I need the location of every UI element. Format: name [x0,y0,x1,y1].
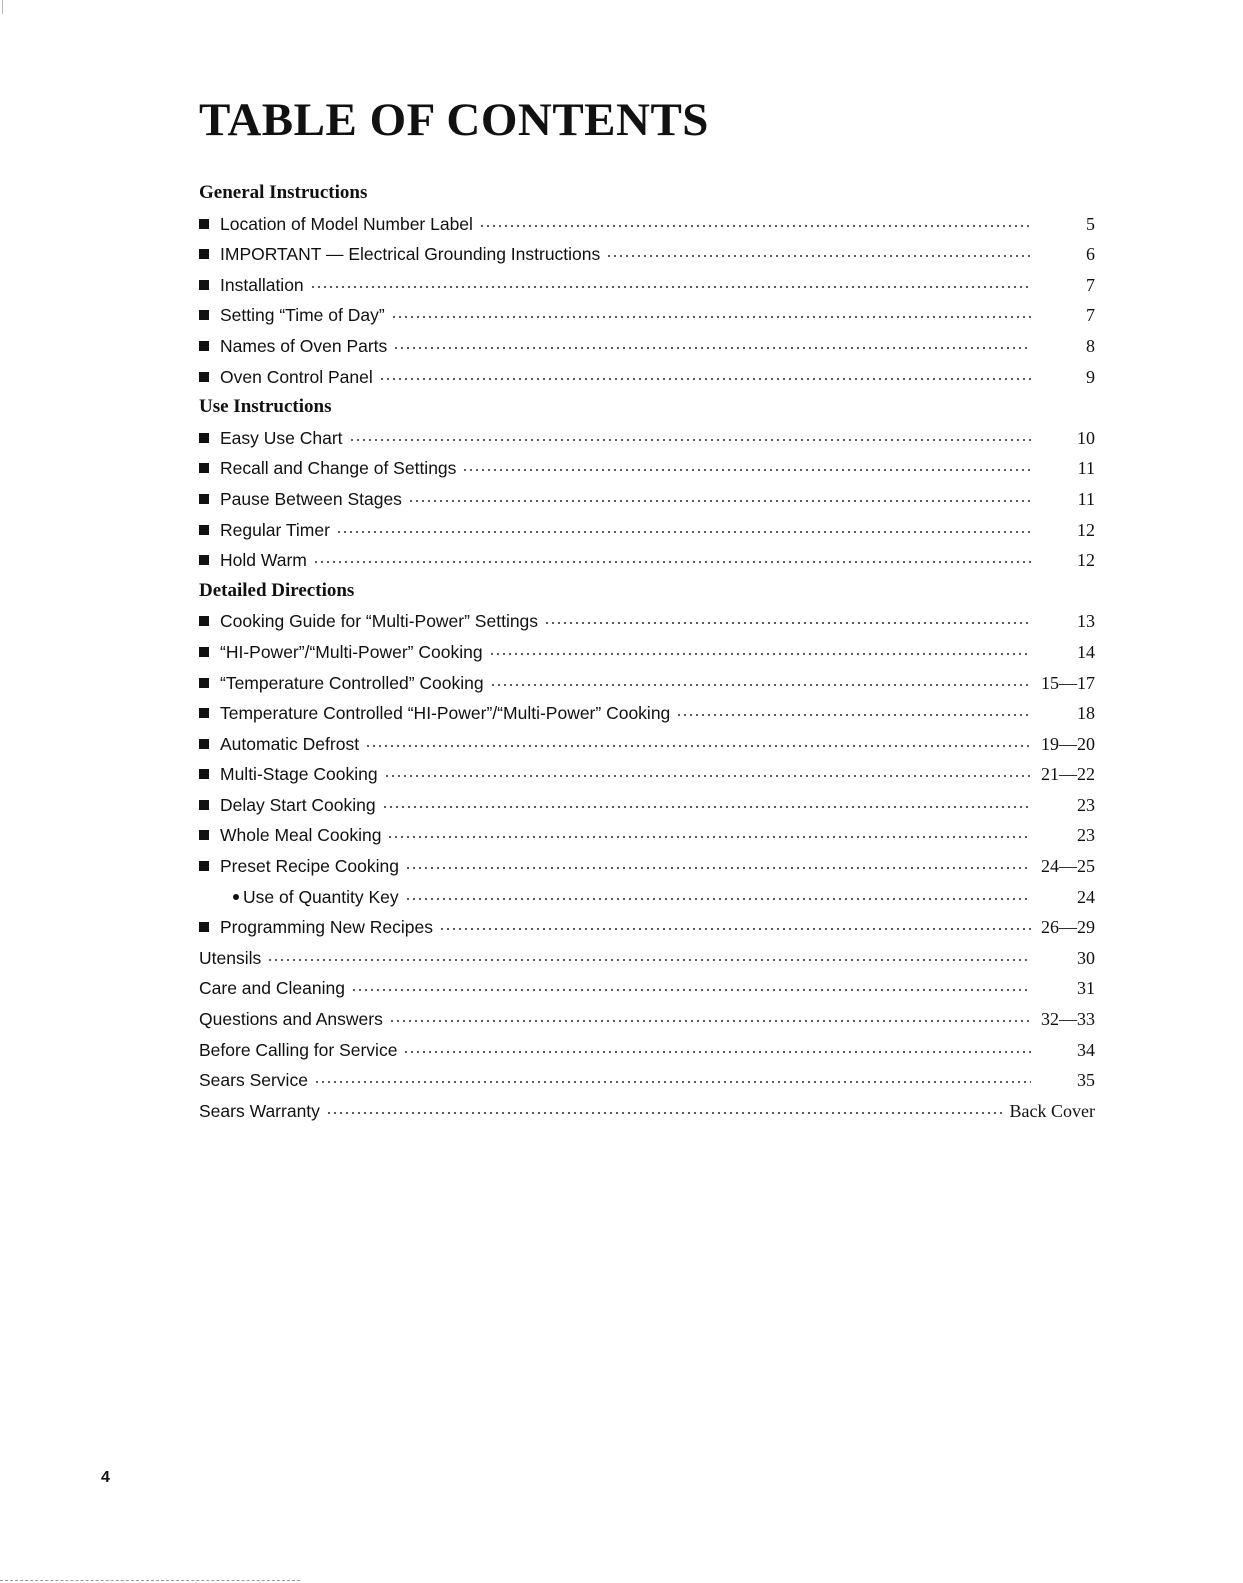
entry-page: 26—29 [1041,917,1095,938]
square-bullet-icon [199,678,209,688]
entry-page: 21—22 [1041,764,1095,785]
entry-page: 18 [1077,703,1095,724]
toc-entry[interactable] [199,851,1095,882]
dot-leader [676,714,1031,716]
toc-entry[interactable] [199,973,1095,1004]
dot-leader [405,867,1031,869]
toc-entry[interactable] [199,515,1095,546]
entry-page: 10 [1077,427,1095,448]
section-heading-detailed: Detailed Directions [199,579,355,601]
dot-leader [384,775,1031,777]
entry-page: 32—33 [1041,1009,1095,1030]
square-bullet-icon [199,555,209,565]
toc-entry[interactable] [199,1065,1095,1096]
entry-label: Oven Control Panel [220,366,373,387]
entry-label: IMPORTANT — Electrical Grounding Instructions [220,244,601,265]
entry-page: 34 [1077,1039,1095,1060]
entry-label: Automatic Defrost [220,733,360,754]
dot-leader [544,622,1031,624]
entry-label: Cooking Guide for “Multi-Power” Settings [220,611,539,632]
toc-entry[interactable] [199,606,1095,637]
dot-leader [365,745,1031,747]
toc-entry[interactable] [199,729,1095,760]
square-bullet-icon [199,800,209,810]
square-bullet-icon [199,310,209,320]
square-bullet-icon [199,280,209,290]
entry-page: 9 [1086,366,1095,387]
square-bullet-icon [199,249,209,259]
square-bullet-icon [199,525,209,535]
dot-leader [382,806,1031,808]
dot-leader [326,1112,1004,1114]
bottom-edge-rule [0,1580,300,1581]
dot-leader [489,653,1031,655]
entry-label: Programming New Recipes [220,917,433,938]
square-bullet-icon [199,372,209,382]
entry-page: 31 [1077,978,1095,999]
dot-leader [479,225,1031,227]
entry-page: 24 [1077,886,1095,907]
toc-entry[interactable] [199,545,1095,576]
entry-label: Recall and Change of Settings [220,458,457,479]
page-number: 4 [101,1469,110,1486]
toc-entry[interactable] [199,270,1095,301]
dot-leader [408,500,1031,502]
dot-leader [391,316,1031,318]
entry-page: 7 [1086,274,1095,295]
entry-page: 15—17 [1041,672,1095,693]
square-bullet-icon [199,922,209,932]
dot-leader [387,836,1031,838]
entry-page: 14 [1077,641,1095,662]
toc-entry[interactable] [199,1035,1095,1066]
section-heading-general: General Instructions [199,182,368,203]
toc-subentry[interactable] [199,882,1095,913]
toc-entry[interactable] [199,912,1095,943]
entry-page: 6 [1086,244,1095,265]
entry-page: 12 [1077,519,1095,540]
square-bullet-icon [199,739,209,749]
dot-leader [393,347,1031,349]
dot-leader [349,439,1031,441]
table-of-contents [199,178,1095,1126]
square-bullet-icon [199,341,209,351]
square-bullet-icon [199,830,209,840]
section-heading-use: Use Instructions [199,396,332,418]
toc-entry[interactable] [199,484,1095,515]
entry-label: Pause Between Stages [220,488,402,509]
toc-entry[interactable] [199,209,1095,240]
square-bullet-icon [199,861,209,871]
toc-entry[interactable] [199,1096,1095,1127]
toc-entry[interactable] [199,1004,1095,1035]
toc-entry[interactable] [199,300,1095,331]
toc-entry[interactable] [199,331,1095,362]
dot-leader [462,469,1031,471]
entry-page: Back Cover [1009,1100,1095,1121]
square-bullet-icon [199,708,209,718]
entry-label: Setting “Time of Day” [220,305,385,326]
round-bullet-icon [233,894,239,900]
entry-label: Temperature Controlled “HI-Power”/“Multi-Power” Cooking [220,703,671,724]
entry-label: Easy Use Chart [220,427,343,448]
toc-entry[interactable] [199,453,1095,484]
scan-corner-mark [2,0,3,14]
entry-page: 8 [1086,335,1095,356]
dot-leader [403,1051,1031,1053]
entry-page: 11 [1077,458,1095,479]
entry-page: 11 [1077,488,1095,509]
square-bullet-icon [199,616,209,626]
entry-label: Preset Recipe Cooking [220,856,399,877]
toc-entry[interactable] [199,637,1095,668]
entry-label: Use of Quantity Key [243,886,399,907]
dot-leader [490,684,1031,686]
dot-leader [405,898,1031,900]
dot-leader [267,959,1031,961]
entry-page: 19—20 [1041,733,1095,754]
square-bullet-icon [199,463,209,473]
dot-leader [389,1020,1031,1022]
entry-label: Questions and Answers [199,1009,383,1030]
dot-leader [314,1081,1031,1083]
dot-leader [313,561,1031,563]
entry-page: 35 [1077,1070,1095,1091]
entry-page: 24—25 [1041,856,1095,877]
entry-label: Care and Cleaning [199,978,345,999]
square-bullet-icon [199,433,209,443]
entry-label: Sears Service [199,1070,308,1091]
toc-entry[interactable] [199,759,1095,790]
entry-label: Sears Warranty [199,1100,320,1121]
dot-leader [310,286,1031,288]
entry-label: “HI-Power”/“Multi-Power” Cooking [220,641,483,662]
dot-leader [606,255,1031,257]
entry-label: Before Calling for Service [199,1039,398,1060]
entry-page: 13 [1077,611,1095,632]
toc-entry[interactable] [199,698,1095,729]
entry-page: 12 [1077,550,1095,571]
entry-label: Multi-Stage Cooking [220,764,378,785]
entry-label: Names of Oven Parts [220,335,388,356]
square-bullet-icon [199,494,209,504]
toc-entry[interactable] [199,668,1095,699]
entry-label: Hold Warm [220,550,307,571]
toc-entry[interactable] [199,362,1095,393]
entry-page: 23 [1077,794,1095,815]
toc-entry[interactable] [199,790,1095,821]
entry-label: Delay Start Cooking [220,794,376,815]
page-title: TABLE OF CONTENTS [199,94,709,146]
entry-label: Whole Meal Cooking [220,825,382,846]
dot-leader [439,928,1031,930]
entry-label: Regular Timer [220,519,330,540]
entry-label: Location of Model Number Label [220,213,473,234]
dot-leader [351,989,1031,991]
square-bullet-icon [199,769,209,779]
dot-leader [379,378,1031,380]
entry-page: 5 [1086,213,1095,234]
entry-label: “Temperature Controlled” Cooking [220,672,484,693]
square-bullet-icon [199,647,209,657]
toc-entry[interactable] [199,239,1095,270]
entry-page: 23 [1077,825,1095,846]
entry-page: 30 [1077,947,1095,968]
entry-label: Installation [220,274,304,295]
dot-leader [336,531,1031,533]
toc-entry[interactable] [199,423,1095,454]
toc-entry[interactable] [199,820,1095,851]
entry-label: Utensils [199,947,262,968]
toc-entry[interactable] [199,943,1095,974]
entry-page: 7 [1086,305,1095,326]
square-bullet-icon [199,219,209,229]
